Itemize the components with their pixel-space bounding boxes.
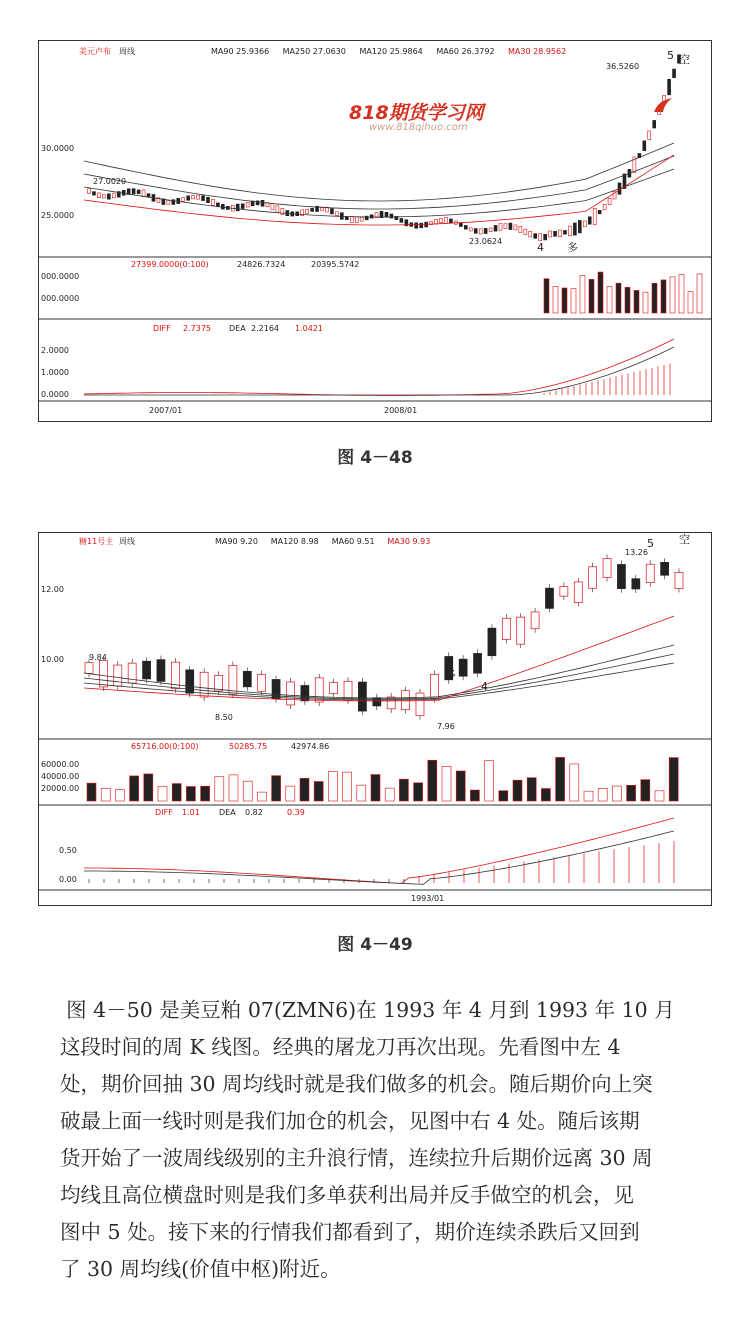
ma-legend-item: MA30 28.9562 bbox=[508, 47, 567, 56]
candlestick bbox=[449, 219, 452, 223]
chart-2-mark-4: 4 bbox=[481, 680, 488, 693]
candlestick bbox=[261, 200, 264, 206]
chart-1-macd-diff-val: 2.7375 bbox=[183, 324, 211, 333]
volume-bar bbox=[201, 786, 210, 801]
paragraph-line: 这段时间的周 K 线图。经典的屠龙刀再次出现。先看图中左 4 bbox=[60, 1035, 621, 1059]
chart-2-low-price: 7.96 bbox=[437, 722, 455, 731]
volume-bar bbox=[186, 787, 195, 801]
volume-bar bbox=[616, 283, 621, 313]
candlestick bbox=[360, 217, 363, 221]
volume-bar bbox=[612, 786, 621, 801]
candlestick bbox=[469, 228, 472, 231]
candlestick bbox=[648, 131, 651, 140]
chart-1-macd-diff: DIFF bbox=[153, 324, 171, 333]
candlestick bbox=[358, 682, 366, 711]
chart-1-low-price: 23.0624 bbox=[469, 237, 503, 246]
volume-bar bbox=[634, 290, 639, 313]
chart-2-macd-tick-2: 0.00 bbox=[59, 875, 77, 884]
figure-caption-1: 图 4－48 bbox=[337, 448, 413, 468]
candlestick bbox=[568, 226, 571, 236]
ma-legend-item: MA120 8.98 bbox=[270, 537, 319, 546]
chart-1-volume-panel bbox=[544, 272, 702, 313]
candlestick bbox=[578, 220, 581, 232]
volume-bar bbox=[243, 781, 252, 801]
volume-bar bbox=[286, 786, 295, 801]
candlestick bbox=[99, 660, 107, 687]
candlestick bbox=[459, 659, 467, 676]
candlestick bbox=[474, 653, 482, 673]
chart-2-mid-low: 8.50 bbox=[215, 713, 233, 722]
volume-bar bbox=[580, 275, 585, 313]
volume-bar bbox=[584, 791, 593, 801]
volume-bar bbox=[570, 764, 579, 801]
candlestick bbox=[390, 214, 393, 218]
ma-legend-item: MA60 9.51 bbox=[331, 537, 375, 546]
candlestick bbox=[554, 231, 557, 236]
macd-diff-line bbox=[84, 339, 674, 396]
volume-bar bbox=[607, 286, 612, 313]
candlestick bbox=[306, 209, 309, 213]
candlestick bbox=[494, 225, 497, 231]
candlestick bbox=[502, 618, 510, 639]
volume-bar bbox=[697, 274, 702, 313]
chart-2-macd-val: 0.39 bbox=[287, 808, 305, 817]
candlestick bbox=[137, 190, 140, 194]
figure-caption-2: 图 4－49 bbox=[337, 935, 413, 955]
chart-usd-rub-weekly bbox=[38, 40, 712, 422]
candlestick bbox=[276, 206, 279, 213]
chart-2-volume-header-1: 65716.00(0:100) bbox=[131, 742, 199, 751]
volume-bar bbox=[399, 779, 408, 801]
candlestick bbox=[157, 660, 165, 682]
candlestick bbox=[344, 681, 352, 700]
paragraph-line: 破最上面一线时则是我们加仓的机会，见图中右 4 处。随后该期 bbox=[60, 1109, 640, 1133]
candlestick bbox=[524, 229, 527, 234]
chart-2-volume-header-3: 42974.86 bbox=[291, 742, 330, 751]
chart-1-volume-tick-1: 000.0000 bbox=[41, 272, 80, 281]
volume-bar bbox=[314, 782, 323, 801]
chart-1-mark-5: 5 bbox=[667, 49, 674, 62]
candlestick bbox=[211, 199, 214, 205]
chart-2-volume-tick-2: 40000.00 bbox=[41, 772, 80, 781]
chart-2-price-panel bbox=[84, 555, 683, 720]
candlestick bbox=[142, 190, 145, 197]
candlestick bbox=[608, 198, 611, 204]
candlestick bbox=[114, 665, 122, 686]
chart-1-title: 美元卢布 bbox=[79, 47, 111, 56]
chart-1-date-tick-2: 2008/01 bbox=[384, 406, 418, 415]
volume-bar bbox=[679, 275, 684, 313]
candlestick bbox=[464, 225, 467, 229]
volume-bar bbox=[627, 785, 636, 801]
chart-1-macd-val: 1.0421 bbox=[295, 324, 323, 333]
volume-bar bbox=[272, 776, 281, 801]
chart-1-high-price: 36.5260 bbox=[606, 62, 640, 71]
candlestick bbox=[529, 231, 532, 237]
chart-1-volume-header-2: 24826.7324 bbox=[237, 260, 286, 269]
chart-2-volume-panel bbox=[87, 757, 678, 801]
candlestick bbox=[241, 204, 244, 209]
volume-bar bbox=[643, 292, 648, 313]
ma-legend-item: MA250 27.0630 bbox=[282, 47, 346, 56]
paragraph-line: 了 30 周均线(价值中枢)附近。 bbox=[60, 1257, 341, 1281]
watermark-logo bbox=[327, 96, 507, 141]
candlestick bbox=[335, 212, 338, 216]
chart-1-macd-tick-1: 2.0000 bbox=[41, 346, 69, 355]
volume-bar bbox=[357, 785, 366, 801]
volume-bar bbox=[87, 783, 96, 801]
ma-legend-item: MA60 26.3792 bbox=[436, 47, 495, 56]
candlestick bbox=[350, 216, 353, 222]
volume-bar bbox=[589, 279, 594, 313]
volume-bar bbox=[571, 289, 576, 313]
chart-2-start-price: 9.84 bbox=[89, 653, 107, 662]
candlestick bbox=[246, 202, 249, 207]
watermark-url: www.818qihuo.com bbox=[369, 122, 468, 133]
chart-2-mark-kong: 空 bbox=[679, 533, 690, 546]
volume-bar bbox=[556, 757, 565, 801]
volume-bar bbox=[101, 788, 110, 801]
chart-1-macd-tick-2: 1.0000 bbox=[41, 368, 69, 377]
candlestick bbox=[632, 579, 640, 589]
chart-2-mark-duo: 多 bbox=[445, 668, 456, 681]
candlestick bbox=[459, 223, 462, 226]
chart-2-macd-diff-val: 1.01 bbox=[182, 808, 200, 817]
body-paragraph bbox=[60, 992, 730, 1288]
chart-2-macd-dea: DEA bbox=[219, 808, 236, 817]
candlestick bbox=[617, 564, 625, 588]
chart-1-macd-dea: DEA bbox=[229, 324, 246, 333]
candlestick bbox=[271, 204, 274, 210]
chart-1-volume-header-3: 20395.5742 bbox=[311, 260, 360, 269]
chart-2-volume-header-2: 50285.75 bbox=[229, 742, 268, 751]
candlestick bbox=[519, 226, 522, 232]
chart-2-volume-tick-1: 60000.00 bbox=[41, 760, 80, 769]
candlestick bbox=[192, 196, 195, 199]
candlestick bbox=[243, 671, 251, 686]
candlestick bbox=[531, 612, 539, 629]
volume-bar bbox=[115, 790, 124, 801]
candlestick bbox=[653, 120, 656, 128]
volume-bar bbox=[499, 791, 508, 801]
candlestick bbox=[504, 224, 507, 229]
candlestick bbox=[202, 196, 205, 201]
candlestick bbox=[182, 198, 185, 202]
candlestick bbox=[545, 588, 553, 608]
volume-bar bbox=[669, 758, 678, 801]
volume-bar bbox=[385, 788, 394, 801]
candlestick bbox=[593, 208, 596, 224]
candlestick bbox=[88, 189, 91, 194]
chart-2-ma-legend bbox=[215, 537, 430, 546]
volume-bar bbox=[544, 279, 549, 313]
macd-diff-line bbox=[84, 818, 674, 884]
volume-bar bbox=[670, 277, 675, 313]
volume-bar bbox=[661, 280, 666, 313]
volume-bar bbox=[130, 776, 139, 801]
volume-bar bbox=[598, 272, 603, 313]
paragraph-line: 均线且高位横盘时则是我们多单获利出局并反手做空的机会，见 bbox=[60, 1183, 634, 1207]
candlestick bbox=[345, 217, 348, 220]
candlestick bbox=[286, 682, 294, 705]
volume-bar bbox=[257, 792, 266, 801]
candlestick bbox=[416, 693, 424, 716]
volume-bar bbox=[456, 771, 465, 801]
candlestick bbox=[187, 196, 190, 200]
volume-bar bbox=[328, 772, 337, 801]
ma-legend-item: MA90 25.9366 bbox=[211, 47, 270, 56]
volume-bar bbox=[513, 780, 522, 801]
volume-bar bbox=[470, 790, 479, 801]
candlestick bbox=[370, 215, 373, 218]
volume-bar bbox=[172, 784, 181, 801]
chart-1-start-price: 27.0020 bbox=[93, 177, 127, 186]
chart-2-volume-tick-3: 20000.00 bbox=[41, 784, 80, 793]
candlestick bbox=[132, 189, 135, 194]
candlestick bbox=[668, 79, 671, 95]
chart-2-price-tick-2: 10.00 bbox=[41, 655, 64, 664]
candlestick bbox=[479, 229, 482, 234]
volume-bar bbox=[144, 774, 153, 801]
chart-2-mark-5: 5 bbox=[647, 537, 654, 550]
chart-1-price-panel bbox=[84, 55, 681, 241]
candlestick bbox=[563, 230, 566, 234]
chart-2-macd-dea-val: 0.82 bbox=[245, 808, 263, 817]
macd-dea-line bbox=[84, 347, 674, 395]
candlestick bbox=[440, 218, 443, 222]
candlestick bbox=[499, 224, 502, 231]
candlestick bbox=[544, 234, 547, 240]
volume-bar bbox=[442, 766, 451, 801]
candlestick bbox=[420, 223, 423, 228]
volume-bar bbox=[688, 292, 693, 313]
chart-1-macd-dea-val: 2.2164 bbox=[251, 324, 279, 333]
candlestick bbox=[603, 204, 606, 210]
candlestick bbox=[385, 212, 388, 217]
candlestick bbox=[673, 69, 676, 78]
candlestick bbox=[588, 217, 591, 224]
chart-2-canvas bbox=[39, 533, 711, 905]
candlestick bbox=[549, 231, 552, 237]
candlestick bbox=[258, 674, 266, 691]
candlestick bbox=[216, 203, 219, 207]
candlestick bbox=[675, 572, 683, 588]
volume-bar bbox=[553, 286, 558, 313]
chart-2-price-tick-1: 12.00 bbox=[41, 585, 64, 594]
chart-1-ma-legend bbox=[211, 47, 566, 56]
paragraph-line: 图中 5 处。接下来的行情我们都看到了，期价连续杀跌后又回到 bbox=[60, 1220, 640, 1244]
candlestick bbox=[400, 218, 403, 222]
candlestick bbox=[560, 586, 568, 596]
volume-bar bbox=[414, 783, 423, 801]
chart-2-high-price: 13.26 bbox=[625, 548, 648, 557]
candlestick bbox=[85, 663, 93, 674]
candlestick bbox=[206, 197, 209, 202]
candlestick bbox=[589, 567, 597, 588]
chart-1-volume-tick-2: 000.0000 bbox=[41, 294, 80, 303]
paragraph-line: 处，期价回抽 30 周均线时就是我们做多的机会。随后期价向上突 bbox=[60, 1072, 653, 1096]
chart-1-date-tick-1: 2007/01 bbox=[149, 406, 183, 415]
candlestick bbox=[488, 628, 496, 656]
chart-2-date-tick-1: 1993/01 bbox=[411, 894, 445, 903]
candlestick bbox=[489, 228, 492, 231]
macd-dea-line bbox=[84, 831, 674, 884]
candlestick bbox=[661, 562, 669, 575]
candlestick bbox=[229, 666, 237, 695]
ma-legend-item: MA120 25.9864 bbox=[359, 47, 423, 56]
candlestick bbox=[92, 192, 95, 195]
chart-2-macd-diff: DIFF bbox=[155, 808, 173, 817]
candlestick bbox=[107, 194, 110, 199]
chart-2-period: 周线 bbox=[119, 537, 135, 546]
candlestick bbox=[330, 683, 338, 694]
chart-2-title: 糖11号主 bbox=[79, 537, 114, 546]
candlestick bbox=[112, 194, 115, 198]
volume-bar bbox=[541, 789, 550, 801]
candlestick bbox=[643, 141, 646, 151]
candlestick bbox=[514, 225, 517, 230]
candlestick bbox=[415, 223, 418, 228]
candlestick bbox=[559, 230, 562, 237]
candlestick bbox=[97, 193, 100, 198]
moving-average-line bbox=[84, 169, 674, 217]
volume-bar bbox=[527, 778, 536, 801]
chart-1-price-tick-1: 30.0000 bbox=[41, 144, 75, 153]
candlestick bbox=[167, 201, 170, 205]
chart-1-price-tick-2: 25.0000 bbox=[41, 211, 75, 220]
volume-bar bbox=[215, 777, 224, 801]
volume-bar bbox=[343, 772, 352, 801]
volume-bar bbox=[300, 778, 309, 801]
ma-legend-item: MA90 9.20 bbox=[215, 537, 258, 546]
candlestick bbox=[430, 674, 438, 698]
candlestick bbox=[102, 195, 105, 198]
chart-1-macd-panel bbox=[84, 339, 674, 396]
candlestick bbox=[311, 208, 314, 211]
candlestick bbox=[598, 210, 601, 213]
candlestick bbox=[646, 564, 654, 582]
chart-sugar-weekly bbox=[38, 532, 712, 906]
candlestick bbox=[484, 228, 487, 233]
candlestick bbox=[509, 223, 512, 230]
candlestick bbox=[534, 234, 537, 239]
moving-average-line bbox=[84, 143, 674, 201]
candlestick bbox=[517, 617, 525, 644]
candlestick bbox=[444, 217, 447, 223]
volume-bar bbox=[229, 775, 238, 801]
candlestick bbox=[574, 582, 582, 603]
candlestick bbox=[236, 204, 239, 211]
candlestick bbox=[583, 221, 586, 227]
volume-bar bbox=[485, 761, 494, 801]
paragraph-line: 货开始了一波周线级别的主升浪行情，连续拉升后期价远离 30 周 bbox=[60, 1146, 653, 1170]
volume-bar bbox=[158, 787, 167, 801]
candlestick bbox=[573, 223, 576, 235]
chart-1-mark-duo: 多 bbox=[567, 241, 578, 254]
chart-2-macd-tick-1: 0.50 bbox=[59, 846, 77, 855]
volume-bar bbox=[641, 780, 650, 801]
candlestick bbox=[603, 559, 611, 578]
volume-bar bbox=[428, 760, 437, 801]
candlestick bbox=[330, 209, 333, 214]
candlestick bbox=[355, 217, 358, 223]
candlestick bbox=[221, 204, 224, 209]
candlestick bbox=[435, 219, 438, 224]
paragraph-line: 图 4－50 是美豆粕 07(ZMN6)在 1993 年 4 月到 1993 年 10 月 bbox=[66, 998, 675, 1022]
chart-1-volume-header-1: 27399.0000(0:100) bbox=[131, 260, 209, 269]
volume-bar bbox=[598, 788, 607, 801]
ma-legend-item: MA30 9.93 bbox=[387, 537, 431, 546]
volume-bar bbox=[371, 775, 380, 801]
chart-1-mark-4: 4 bbox=[537, 241, 544, 254]
candlestick bbox=[143, 661, 151, 679]
volume-bar bbox=[652, 283, 657, 313]
candlestick bbox=[539, 234, 542, 241]
watermark-title: 818期货学习网 bbox=[349, 102, 484, 124]
candlestick bbox=[197, 195, 200, 199]
chart-1-macd-tick-3: 0.0000 bbox=[41, 390, 69, 399]
volume-bar bbox=[655, 791, 664, 801]
candlestick bbox=[474, 229, 477, 234]
volume-bar bbox=[625, 287, 630, 313]
chart-2-macd-panel bbox=[84, 818, 674, 884]
chart-1-period: 周线 bbox=[119, 47, 135, 56]
chart-1-mark-kong: 空 bbox=[679, 53, 690, 66]
volume-bar bbox=[562, 288, 567, 313]
